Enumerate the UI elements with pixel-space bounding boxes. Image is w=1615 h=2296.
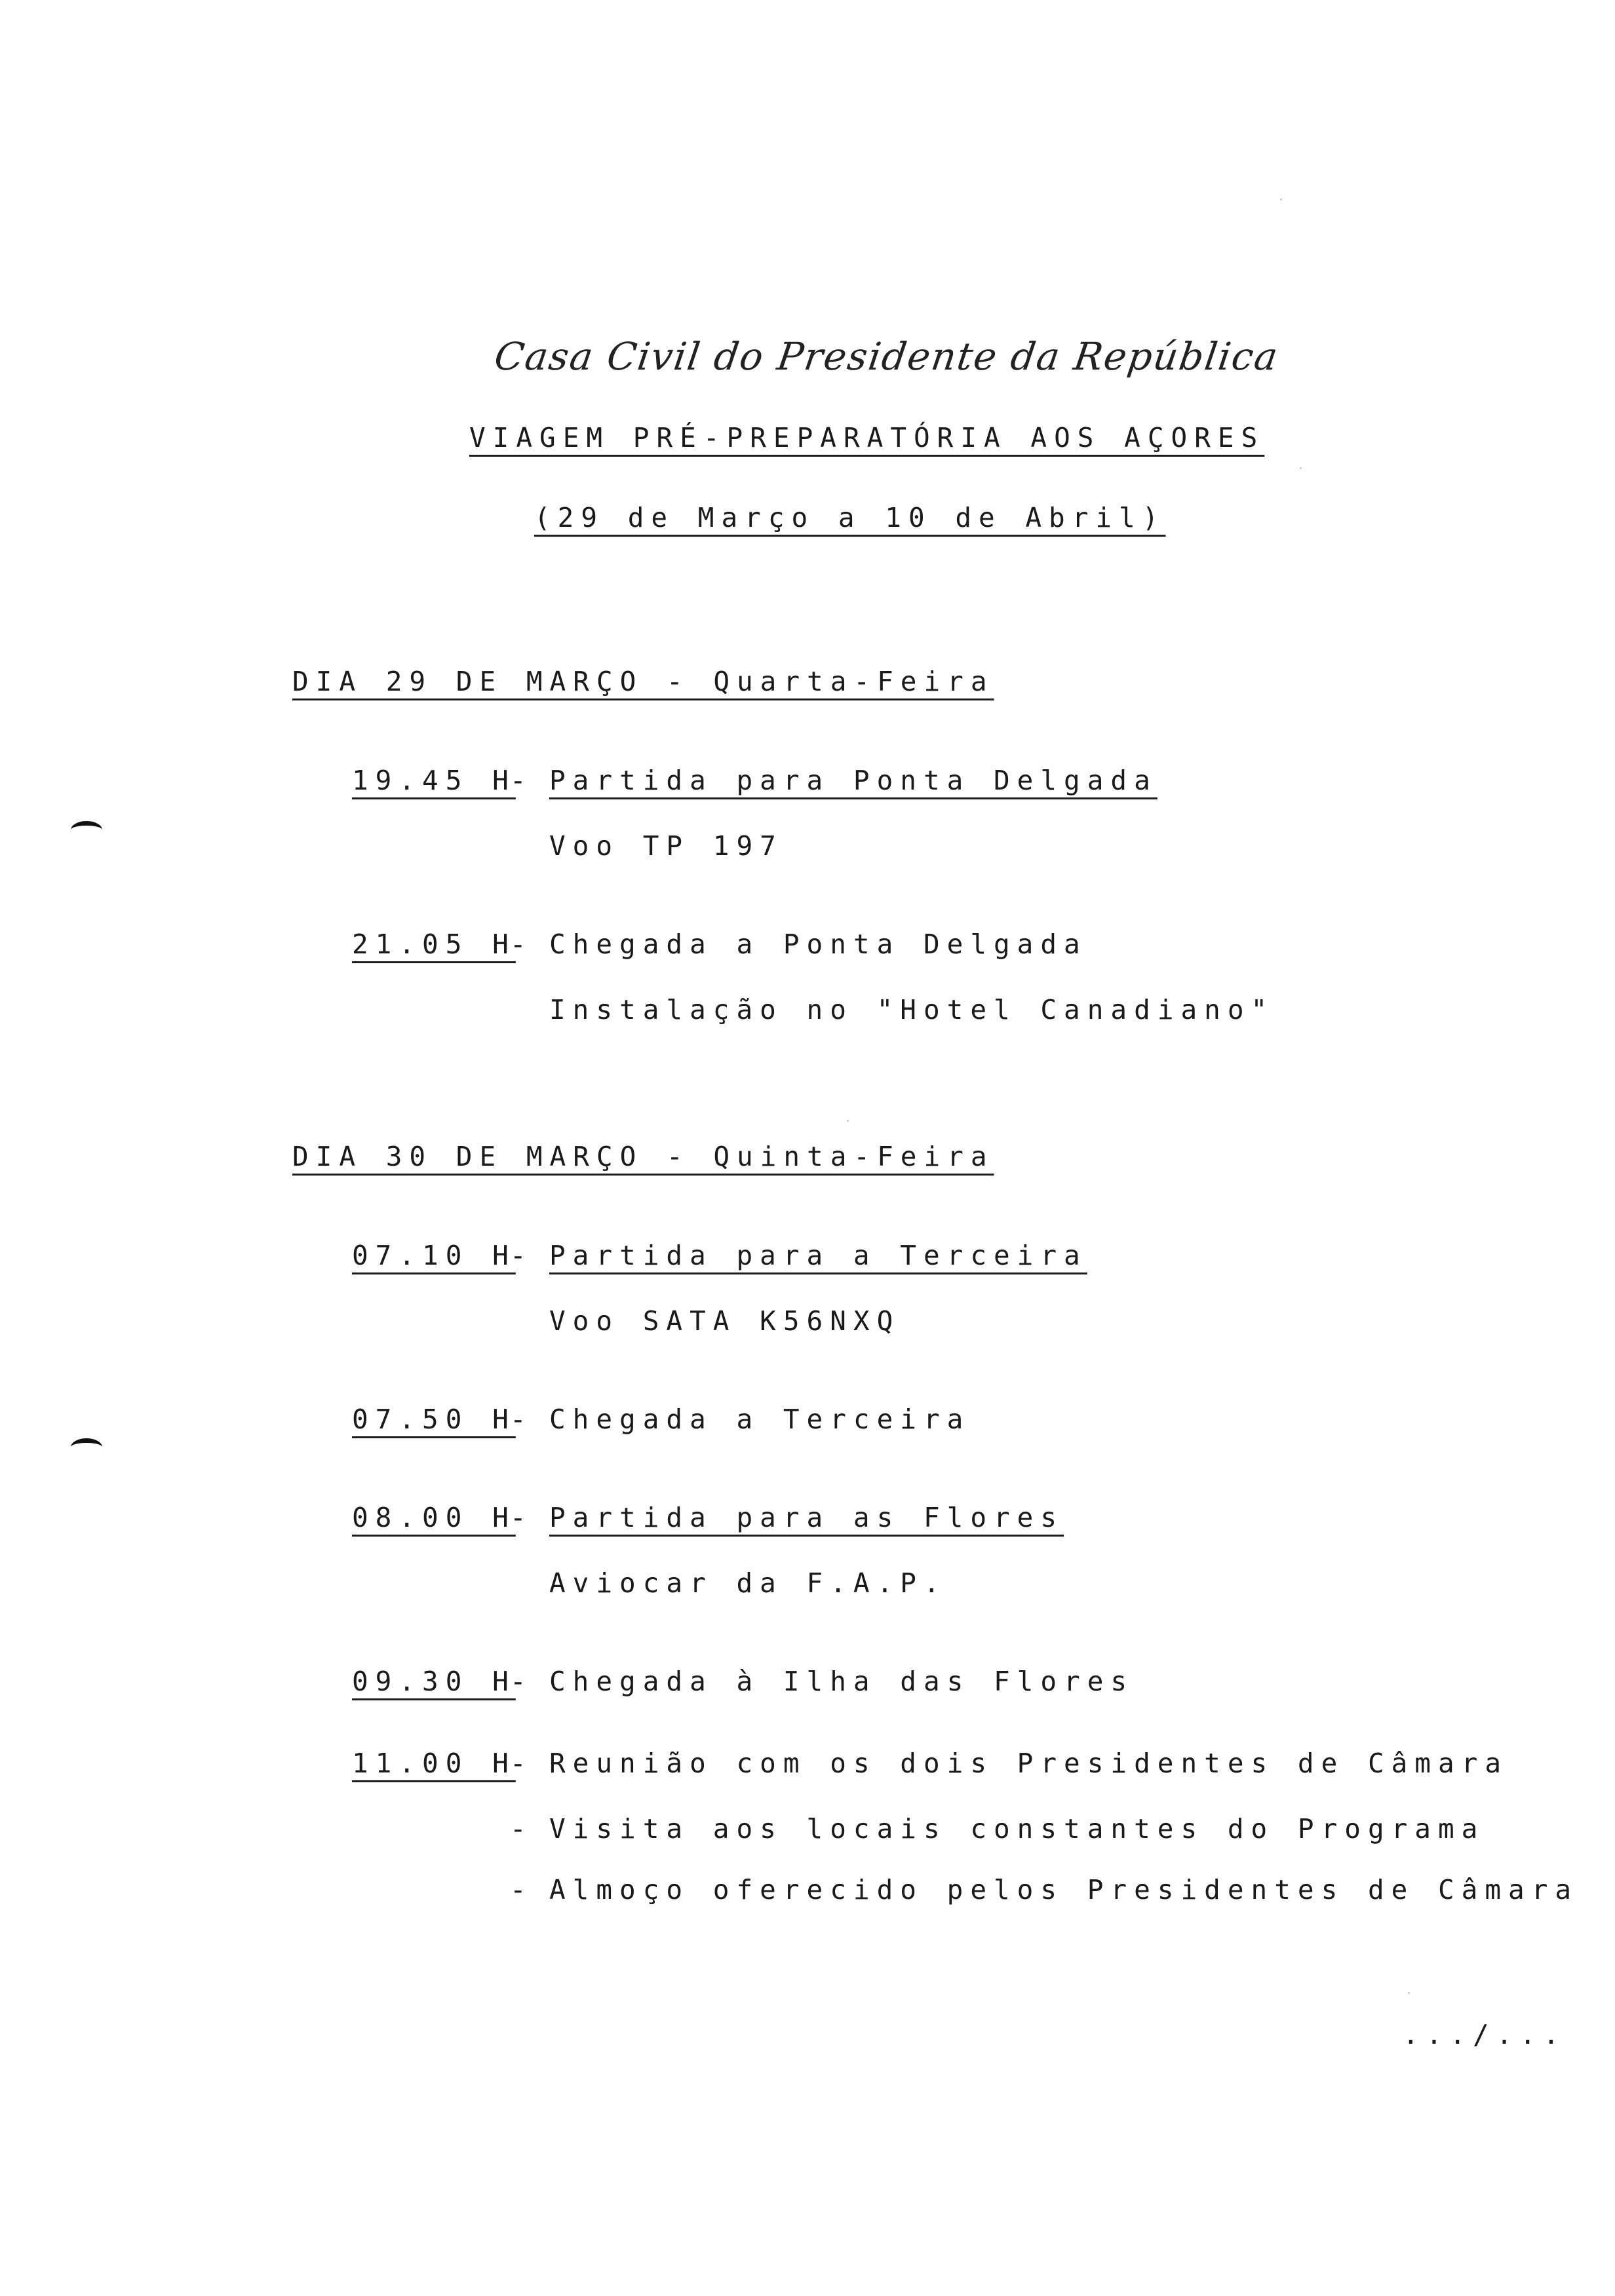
- entry-dash: -: [510, 1874, 534, 1905]
- entry-time: 08.00 H: [352, 1502, 516, 1533]
- day-heading-30: DIA 30 DE MARÇO - Quinta-Feira: [292, 1141, 994, 1172]
- entry-text: Chegada à Ilha das Flores: [549, 1666, 1135, 1697]
- entry-time: 07.50 H: [352, 1404, 516, 1435]
- entry-text: Visita aos locais constantes do Programa: [549, 1813, 1485, 1845]
- entry-sub: Voo SATA K56NXQ: [549, 1305, 901, 1337]
- trip-dates: (29 de Março a 10 de Abril): [534, 502, 1166, 533]
- scan-speck: [1280, 199, 1282, 201]
- scan-speck: [1300, 467, 1302, 469]
- entry-time: 19.45 H: [352, 765, 516, 796]
- entry-dash: -: [510, 1502, 534, 1533]
- continuation-mark: .../...: [1403, 2019, 1566, 2050]
- entry-text: Partida para as Flores: [549, 1502, 1064, 1533]
- entry-time: 09.30 H: [352, 1666, 516, 1697]
- entry-text: Chegada a Terceira: [549, 1404, 971, 1435]
- entry-dash: -: [510, 1666, 534, 1697]
- entry-text: Partida para Ponta Delgada: [549, 765, 1158, 796]
- entry-dash: -: [510, 1404, 534, 1435]
- document-title: VIAGEM PRÉ-PREPARATÓRIA AOS AÇORES: [469, 422, 1265, 453]
- entry-time: 07.10 H: [352, 1240, 516, 1271]
- punch-hole-mark: [71, 821, 102, 839]
- punch-hole-mark: [71, 1438, 102, 1456]
- entry-text: Partida para a Terceira: [549, 1240, 1087, 1271]
- scan-speck: [1408, 1992, 1410, 1994]
- entry-text: Almoço oferecido pelos Presidentes de Câmara: [549, 1874, 1579, 1905]
- entry-dash: -: [510, 765, 534, 796]
- entry-sub: Instalação no "Hotel Canadiano": [549, 994, 1275, 1025]
- entry-dash: -: [510, 1813, 534, 1845]
- scan-speck: [847, 1120, 849, 1122]
- entry-sub: Aviocar da F.A.P.: [549, 1567, 947, 1599]
- entry-text: Chegada a Ponta Delgada: [549, 928, 1087, 960]
- day-heading-29: DIA 29 DE MARÇO - Quarta-Feira: [292, 666, 994, 697]
- entry-time: 11.00 H: [352, 1748, 516, 1779]
- entry-time: 21.05 H: [352, 928, 516, 960]
- entry-dash: -: [510, 928, 534, 960]
- letterhead: Casa Civil do Presidente da República: [492, 334, 1282, 379]
- entry-dash: -: [510, 1748, 534, 1779]
- entry-text: Reunião com os dois Presidentes de Câmara: [549, 1748, 1509, 1779]
- entry-sub: Voo TP 197: [549, 830, 783, 862]
- entry-dash: -: [510, 1240, 534, 1271]
